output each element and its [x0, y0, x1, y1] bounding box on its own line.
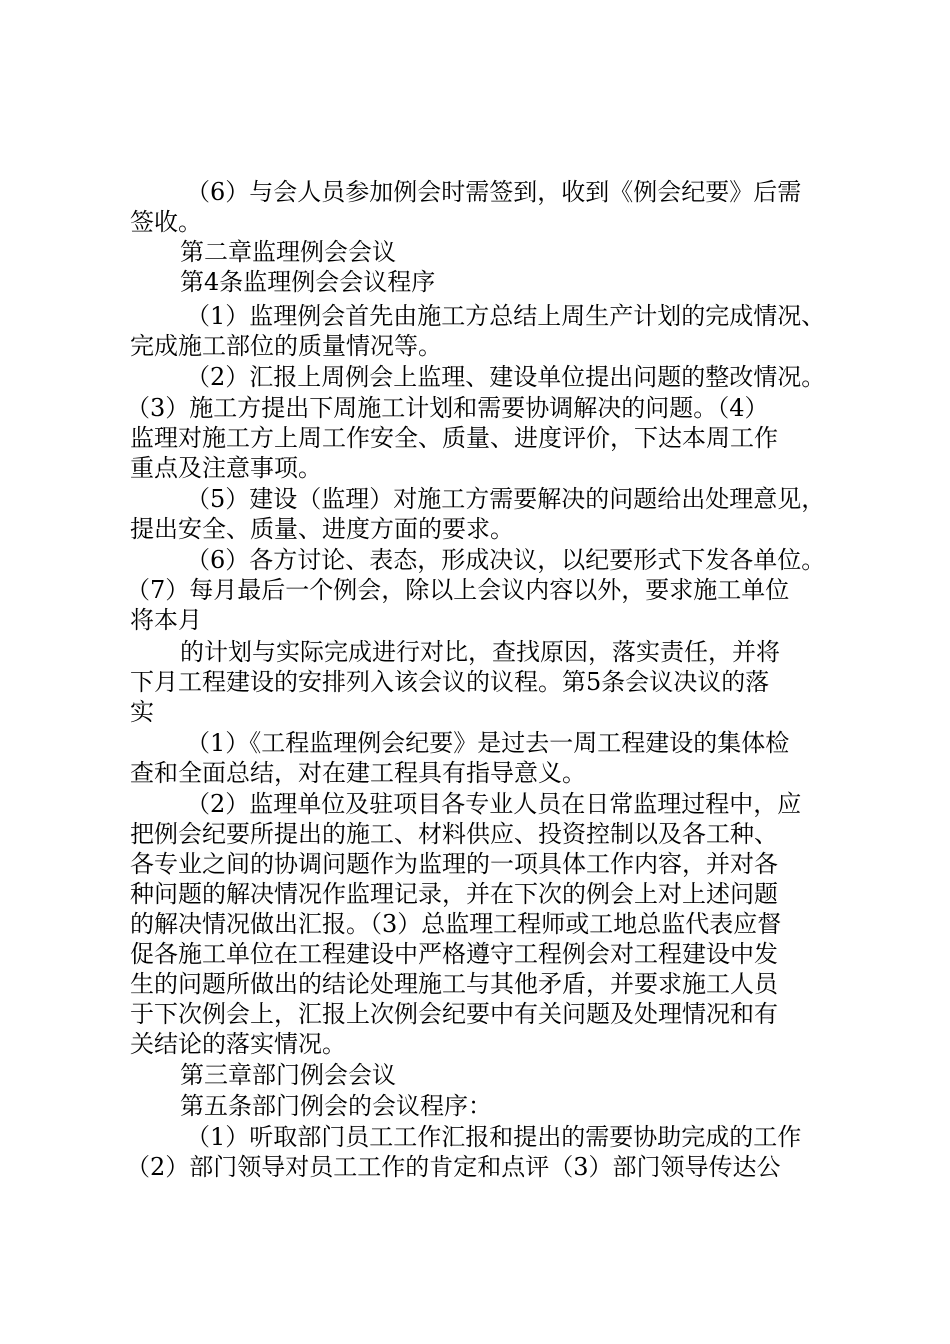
- text-line: 监理对施工方上周工作安全、质量、进度评价，下达本周工作: [130, 424, 778, 452]
- text-line: 签收。: [130, 208, 202, 236]
- text-line: 下月工程建设的安排列入该会议的议程。第5条会议决议的落: [130, 668, 770, 696]
- chapter-heading: 第三章部门例会会议: [180, 1061, 396, 1089]
- text-line: （1）监理例会首先由施工方总结上周生产计划的完成情况、: [186, 302, 826, 330]
- text-line: 促各施工单位在工程建设中严格遵守工程例会对工程建设中发: [130, 940, 778, 968]
- text-line: 实: [130, 698, 154, 726]
- text-line: （2）汇报上周例会上监理、建设单位提出问题的整改情况。: [186, 363, 826, 391]
- text-line: 重点及注意事项。: [130, 454, 322, 482]
- text-line: 关结论的落实情况。: [130, 1030, 346, 1058]
- text-line: 将本月: [130, 606, 202, 634]
- text-line: （1）听取部门员工工作汇报和提出的需要协助完成的工作: [186, 1123, 802, 1151]
- article-heading: 第五条部门例会的会议程序：: [180, 1092, 492, 1120]
- text-line: （2）监理单位及驻项目各专业人员在日常监理过程中，应: [186, 790, 802, 818]
- text-line: 把例会纪要所提出的施工、材料供应、投资控制以及各工种、: [130, 820, 778, 848]
- chapter-heading: 第二章监理例会会议: [180, 238, 396, 266]
- text-line: （6）与会人员参加例会时需签到，收到《例会纪要》后需: [186, 178, 802, 206]
- text-line: 生的问题所做出的结论处理施工与其他矛盾，并要求施工人员: [130, 970, 778, 998]
- text-line: 查和全面总结，对在建工程具有指导意义。: [130, 759, 586, 787]
- text-line: （1）《工程监理例会纪要》是过去一周工程建设的集体检: [186, 729, 790, 757]
- article-heading: 第4条监理例会会议程序: [180, 268, 436, 296]
- text-line: 完成施工部位的质量情况等。: [130, 332, 442, 360]
- text-line: 各专业之间的协调问题作为监理的一项具体工作内容，并对各: [130, 850, 778, 878]
- text-line: 提出安全、质量、进度方面的要求。: [130, 515, 514, 543]
- text-line: （7）每月最后一个例会，除以上会议内容以外，要求施工单位: [126, 576, 790, 604]
- text-line: 于下次例会上，汇报上次例会纪要中有关问题及处理情况和有: [130, 1000, 778, 1028]
- text-line: 的计划与实际完成进行对比，查找原因，落实责任，并将: [180, 638, 780, 666]
- text-line: 的解决情况做出汇报。（3）总监理工程师或工地总监代表应督: [130, 910, 782, 938]
- text-line: （5）建设（监理）对施工方需要解决的问题给出处理意见，: [186, 485, 826, 513]
- text-line: 种问题的解决情况作监理记录，并在下次的例会上对上述问题: [130, 880, 778, 908]
- text-line: （3）施工方提出下周施工计划和需要协调解决的问题。（4）: [126, 394, 769, 422]
- text-line: （6）各方讨论、表态，形成决议，以纪要形式下发各单位。: [186, 546, 826, 574]
- text-line: （2）部门领导对员工工作的肯定和点评（3）部门领导传达公: [126, 1153, 781, 1181]
